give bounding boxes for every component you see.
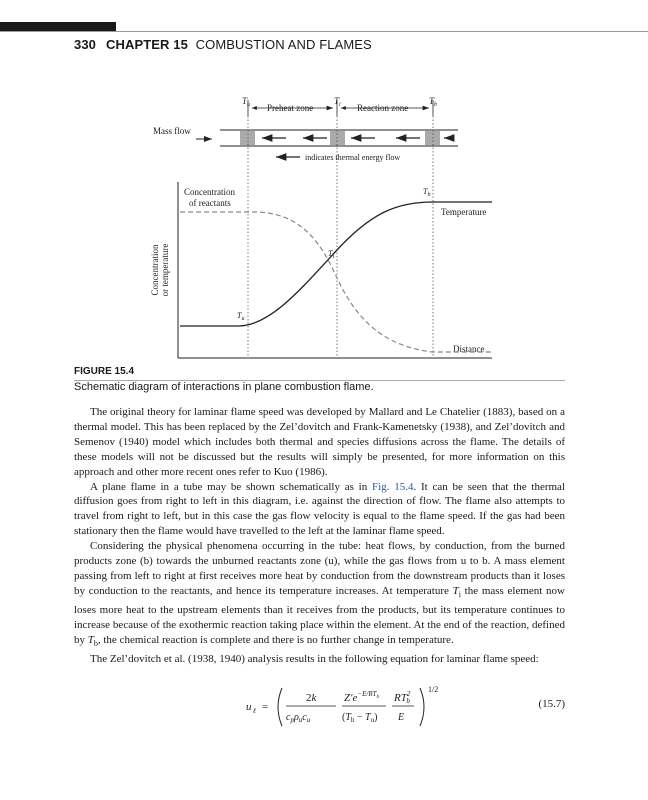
svg-text:1/2: 1/2	[428, 685, 439, 694]
running-header	[74, 37, 372, 52]
paragraph-1: The original theory for laminar flame speed was developed by Mallard and Le Chatelier (1883), based on a thermal model. This has been replaced by the Zel’dovitch and Frank-Kamenetsky (1938), and Zel’dovitch and Semenov (1940) model which includes both thermal and species diffusions across the flame. The details of these models will not be discussed but the results will simply be presented, for more information on this approach and other more recent ones refer to Kuo (1986).	[74, 406, 565, 478]
mass-flow-label: Mass flow	[153, 126, 191, 136]
svg-text:(Tb − Tu): $(T_b - T_u)$	[342, 712, 378, 724]
svg-text:E: E	[398, 712, 405, 723]
paragraph-2: A plane flame in a tube may be shown schematically as in Fig. 15.4. It can be seen that the thermal diffusion goes from right to left in this diagram, i.e. against the direction of flow. The flame also attempts to travel from right to left, but in this case the gas flow velocity is equal to the flame speed. If the gas had been stationary then the flame would have travelled to the left at the laminar flame speed.	[74, 480, 565, 538]
distance-label: Distance	[453, 344, 485, 354]
ti-label-top: $T_i$	[334, 96, 341, 108]
equation-number: (15.7)	[538, 698, 565, 710]
equation-graphic	[234, 682, 634, 732]
reaction-zone-label: Reaction zone	[357, 103, 409, 113]
zone-header	[242, 96, 437, 116]
figure-label: FIGURE 15.4	[74, 366, 135, 377]
thermal-flow-note: indicates thermal energy flow	[305, 153, 401, 162]
flame-diagram	[0, 90, 648, 365]
header-bar	[0, 22, 116, 31]
figure-link[interactable]: Fig. 15.4	[372, 480, 414, 493]
svg-text:RT2b: $RT^2$ b	[394, 690, 411, 705]
ti-label-curve: $T_i$	[328, 249, 335, 260]
preheat-zone-label: Preheat zone	[267, 103, 314, 113]
tube	[153, 126, 458, 162]
tu-label-top: $T_u$	[242, 96, 251, 108]
chapter-label: CHAPTER 15	[106, 37, 188, 52]
tu-label-curve: $T_u$	[237, 311, 245, 322]
page-number: 330	[74, 37, 96, 52]
svg-text:u: u	[246, 701, 252, 713]
svg-text:ℓ: ℓ	[253, 707, 256, 715]
body-text	[74, 405, 565, 667]
flame-element-tu	[240, 131, 255, 145]
flame-element-tb	[425, 131, 440, 145]
tb-label-top: $T_b$	[429, 96, 438, 108]
y-axis-label-1: Concentration	[150, 244, 160, 296]
svg-text:=: =	[262, 701, 269, 713]
svg-text:cpρucu: $c_p\rho_uc_u$	[286, 712, 311, 724]
header-rule	[0, 31, 648, 32]
paragraph-3: Considering the physical phenomena occurring in the tube: heat flows, by conduction, from the burned products zone (b) towards the unburned reactants zone (u), while the gas flows from u to b. A mass element passing from left to right at first receives more heat by conduction from the downstream products than it loses by conduction to the reactants, and hence its temperature increases. At temperature $T_i$ the mass element now loses more heat to the upstream elements than it receives from the products, but its temperature continues to increase because of the exothermic reaction taking place within the element. At the end of the reaction, defined by $T_b$, the chemical reaction is complete and there is no further change in temperature.	[74, 540, 565, 648]
svg-text:Z′e−E/RTb: $Z'e^{-E/RT}b$	[344, 690, 380, 704]
flame-element-ti	[330, 131, 345, 145]
temperature-curve	[180, 202, 492, 326]
svg-text:2k: 2k	[306, 692, 317, 704]
temperature-label: Temperature	[441, 207, 487, 217]
equation-15-7	[74, 682, 565, 732]
concentration-label-1: Concentration	[184, 187, 235, 197]
concentration-curve	[180, 212, 492, 352]
tb-label-curve: $T_b$	[423, 187, 431, 198]
paragraph-4: The Zel’dovitch et al. (1938, 1940) analysis results in the following equation for laminar flame speed:	[90, 652, 539, 665]
concentration-label-2: of reactants	[189, 198, 231, 208]
y-axis-label-2: or temperature	[160, 243, 170, 297]
chapter-title: COMBUSTION AND FLAMES	[195, 37, 372, 52]
zone-guides	[248, 116, 433, 356]
figure-caption: Schematic diagram of interactions in plane combustion flame.	[74, 381, 374, 393]
